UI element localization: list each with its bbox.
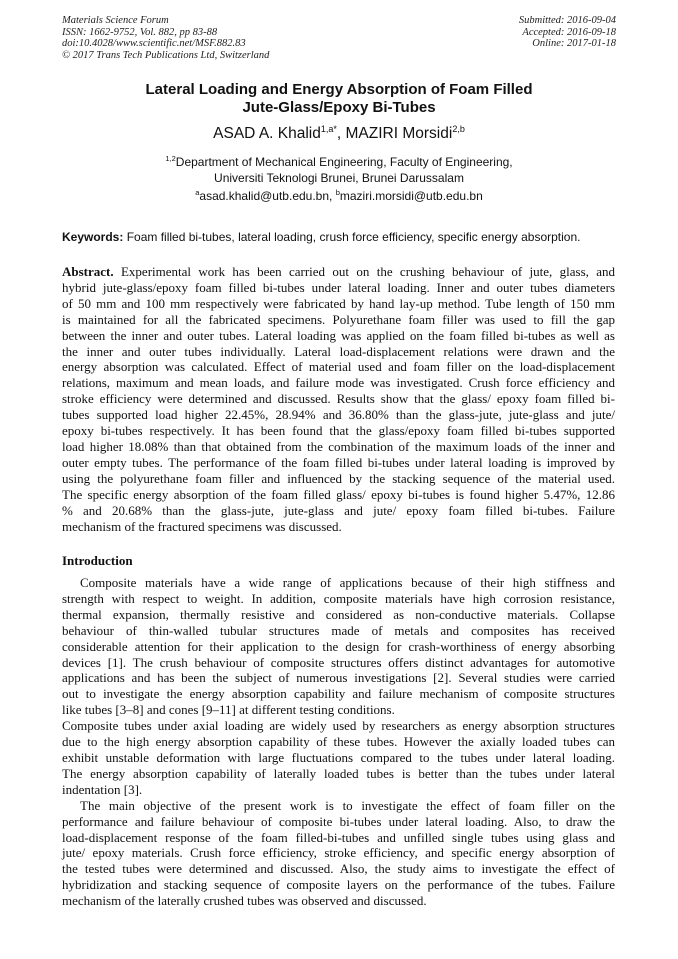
abstract-text: stroke efficiency were determined and discussed. Results show that the glass/ epoxy foam filled bi-	[62, 391, 615, 407]
abstract-text: outer empty tubes. The performance of the foam filled bi-tubes under lateral loading is improved by	[62, 454, 615, 470]
keywords-label: Keywords:	[62, 230, 124, 244]
paragraph-line: jute/ epoxy materials. Crush force efficiency, stroke efficiency, and specific energy absorption of	[62, 845, 615, 861]
abstract	[62, 264, 615, 534]
abstract-line	[62, 455, 615, 471]
paragraph-line: Composite materials have a wide range of applications because of their high stiffness and	[80, 575, 615, 590]
paragraph-line: mechanism of the laterally crushed tubes was observed and discussed.	[62, 893, 427, 909]
paragraph	[62, 798, 615, 909]
abstract-line	[62, 375, 615, 391]
journal-name: Materials Science Forum	[62, 15, 169, 26]
abstract-line	[62, 439, 615, 455]
submitted-date: Submitted: 2016-09-04	[518, 15, 616, 26]
paragraph-line: devices [1]. The crush behaviour of composite structures offers distinct advantages for automotive	[62, 654, 615, 670]
abstract-text: mechanism of the fractured specimens was discussed.	[62, 518, 342, 534]
abstract-text: is maintained for all the fabricated specimens. Polyurethane foam filler was used to fill the gap	[62, 311, 615, 327]
abstract-text: load higher 18.08% than that obtained from the combination of the maximum loads of the inner and	[62, 438, 615, 454]
paragraph-line: The main objective of the present work is to investigate the effect of foam filler on the	[80, 797, 615, 813]
email: asad.khalid@utb.edu.bn,	[199, 189, 336, 203]
copyright: © 2017 Trans Tech Publications Ltd, Switzerland	[62, 49, 270, 61]
abstract-text: tubes supported load higher 22.45%, 28.94% and 36.80% than the glass-jute, jute-glass and jute/	[62, 407, 615, 423]
paper-title	[0, 81, 678, 117]
paragraph-line: performance and failure behaviour of composite bi-tubes under lateral loading. Also, to draw the	[62, 813, 615, 829]
abstract-text: relations, maximum and mean loads, and failure mode was investigated. Crush force efficiency and	[62, 375, 615, 391]
paragraph-line: Composite tubes under axial loading are widely used by researchers as energy absorption structures	[62, 718, 615, 734]
abstract-text: epoxy bi-tubes respectively. It has been found that the glass/epoxy foam filled bi-tubes supported	[62, 423, 615, 439]
paragraph	[62, 718, 615, 798]
online-date: Online: 2017-01-18	[532, 38, 616, 49]
affiliation	[0, 151, 678, 186]
paragraph-line: exhibit unstable deformation with large fluctuations compared to the tubes under lateral loading.	[62, 749, 615, 765]
abstract-label: Abstract.	[62, 264, 114, 279]
abstract-line	[62, 487, 615, 503]
affiliation-line: Universiti Teknologi Brunei, Brunei Darussalam	[214, 171, 464, 185]
abstract-line	[62, 280, 615, 296]
abstract-text: % and 20.68% than the glass-jute, jute-glass and jute/ epoxy foam filled bi-tubes. Failure	[62, 502, 615, 518]
abstract-text: the inner and outer tubes individually. Lateral load-displacement relations were drawn and the	[62, 343, 615, 359]
abstract-text: energy absorption was calculated. Effect of material used and foam filler on the load-displacement	[62, 359, 615, 375]
abstract-line	[62, 359, 615, 375]
paragraph-line: The energy absorption capability of laterally loaded tubes is better than the tubes under lateral	[62, 765, 615, 781]
dates-info	[519, 15, 616, 50]
abstract-line	[62, 471, 615, 487]
doi: doi:10.4028/www.scientific.net/MSF.882.83	[62, 38, 246, 49]
abstract-text: Experimental work has been carried out on the crushing behaviour of jute, glass, and	[113, 264, 615, 279]
keywords-text: Foam filled bi-tubes, lateral loading, crush force efficiency, specific energy absorption.	[123, 230, 581, 244]
paragraph-line: indentation [3].	[62, 781, 143, 797]
paragraph-line: considerable attention for their application to the design for crash-worthiness of energy absorbing	[62, 638, 615, 654]
title-line: Jute-Glass/Epoxy Bi-Tubes	[242, 99, 436, 116]
author-sup: 2,b	[452, 124, 465, 134]
abstract-text: of 50 mm and 100 mm respectively were fabricated by hand lay-up method. Tube length of 150 mm	[62, 295, 615, 311]
paragraph-line: due to the high energy absorption capability of these tubes. However the axially loaded tubes can	[62, 734, 615, 750]
abstract-text: between the inner and outer tubes. Lateral loading was applied on the foam filled bi-tubes as well as	[62, 327, 615, 343]
abstract-line	[62, 344, 615, 360]
journal-info	[62, 15, 269, 61]
abstract-text: The specific energy absorption of the foam filled glass/ epoxy bi-tubes is found higher 5.47%, 12.86	[62, 486, 615, 502]
email-sup: b	[335, 188, 340, 197]
author-sep: ,	[336, 125, 346, 143]
email-sup: a	[195, 188, 200, 197]
abstract-line	[62, 503, 615, 519]
author-sup: 1,a*	[320, 124, 337, 134]
paragraph-line: like tubes [3–8] and cones [9–11] at different testing conditions.	[62, 702, 395, 718]
affiliation-line: Department of Mechanical Engineering, Faculty of Engineering,	[175, 155, 513, 169]
abstract-line	[62, 264, 615, 280]
authors	[0, 124, 678, 143]
paragraph-line: behaviour of thin-walled tubular structures made of metals and composites has received	[62, 622, 615, 638]
paragraph-line: the tested tubes were determined and discussed. Also, the study aims to investigate the effect of	[62, 861, 615, 877]
introduction-heading: Introduction	[62, 553, 133, 568]
paragraph-line: out to investigate the energy absorption capability and failure mechanism of composite structures	[62, 686, 615, 702]
paragraph-line: applications and has been the subject of numerous investigations [2]. Several studies were carried	[62, 670, 615, 686]
issn: ISSN: 1662-9752, Vol. 882, pp 83-88	[62, 26, 218, 38]
paragraph-line: load-displacement response of the foam filled-bi-tubes and unfilled single tubes using glass and	[62, 829, 615, 845]
paragraph-line: hybridization and stacking sequence of composite layers on the performance of the tubes. Failure	[62, 877, 615, 893]
abstract-line	[62, 407, 615, 423]
emails	[0, 188, 678, 203]
paragraph-line: strength with respect to weight. In addition, composite materials have high corrosion resistance,	[62, 590, 615, 606]
accepted-date: Accepted: 2016-09-18	[522, 26, 616, 38]
abstract-line	[62, 423, 615, 439]
abstract-line	[62, 519, 615, 535]
paragraph	[62, 575, 615, 718]
author-name: MAZIRI Morsidi	[345, 125, 453, 143]
abstract-line	[62, 328, 615, 344]
abstract-line	[62, 391, 615, 407]
title-line: Lateral Loading and Energy Absorption of Foam Filled	[145, 81, 533, 98]
affiliation-sup: 1,2	[165, 154, 176, 163]
keywords	[62, 230, 622, 244]
author-name: ASAD A. Khalid	[213, 125, 321, 143]
email: maziri.morsidi@utb.edu.bn	[339, 189, 483, 203]
abstract-text: hybrid jute-glass/epoxy foam filled bi-tubes under lateral loading. Inner and outer tubes diameters	[62, 279, 615, 295]
introduction-body	[62, 575, 615, 909]
abstract-line	[62, 312, 615, 328]
abstract-line	[62, 296, 615, 312]
paragraph-line: thermal expansion, thermally resistive and considered as non-conductive materials. Collapse	[62, 606, 615, 622]
abstract-text: using the polyurethane foam filler and influenced by the stacking sequence of the material used.	[62, 470, 615, 486]
